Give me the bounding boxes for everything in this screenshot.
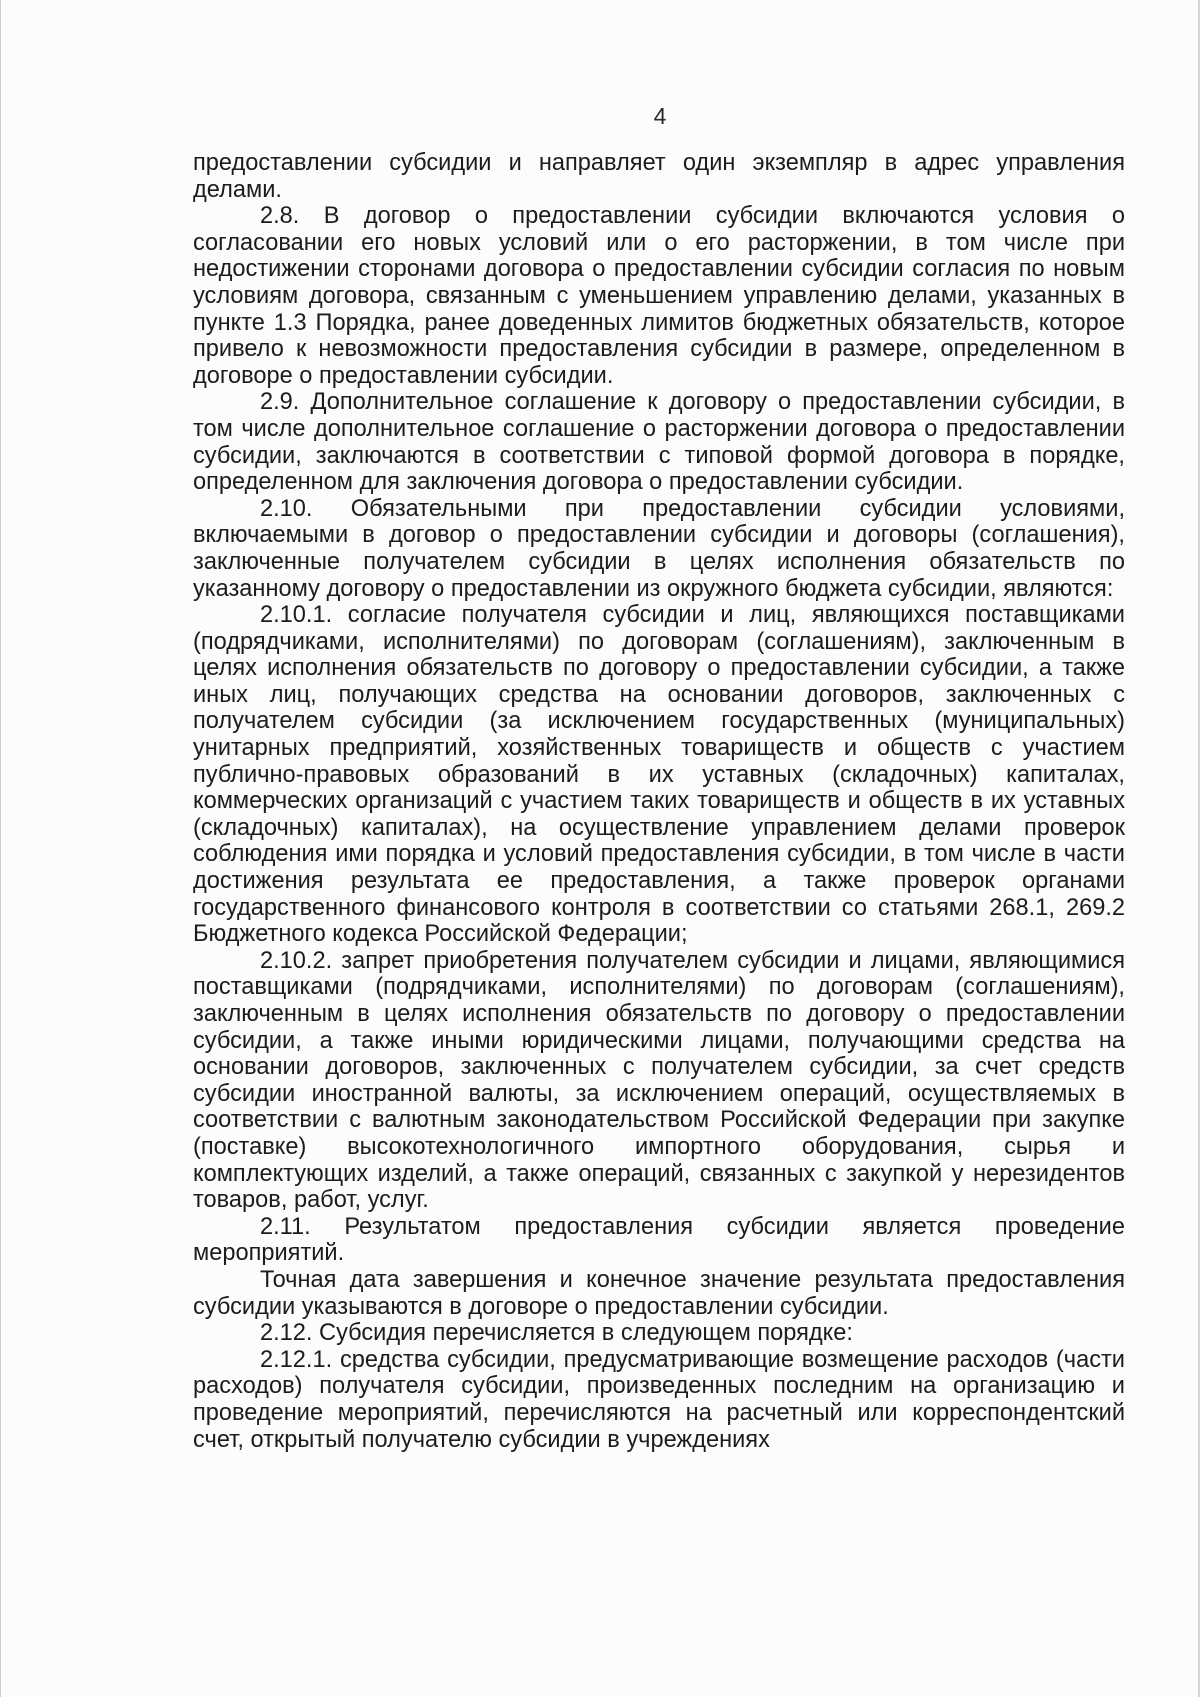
document-body — [193, 150, 1125, 1453]
paragraph-2-12: 2.12. Субсидия перечисляется в следующем порядке: — [260, 1320, 853, 1347]
paragraph-2-9: 2.9. Дополнительное соглашение к договору о предоставлении субсидии, в том числе дополнительное соглашение о расторжении договора о предоставлении субсидии, заключаются в соответствии с типовой формой договора в порядке, определенном для заключения договора о предоставлении субсидии. — [193, 389, 1125, 496]
paragraph-2-10-1: 2.10.1. согласие получателя субсидии и лиц, являющихся поставщиками (подрядчиками, исполнителями) по договорам (соглашениям), заключенным в целях исполнения обязательств по договору о предоставлении субсидии, а также иных лиц, получающих средства на основании договоров, заключенных с получателем субсидии (за исключением государственных (муниципальных) унитарных предприятий, хозяйственных товариществ и обществ с участием публично-правовых образований в их уставных (складочных) капиталах, коммерческих организаций с участием таких товариществ и обществ в их уставных (складочных) капиталах), на осуществление управлением делами проверок соблюдения ими порядка и условий предоставления субсидии, в том числе в части достижения результата ее предоставления, а также проверок органами государственного финансового контроля в соответствии со статьями 268.1, 269.2 Бюджетного кодекса Российской Федерации; — [193, 602, 1125, 948]
paragraph-2-10-2: 2.10.2. запрет приобретения получателем субсидии и лицами, являющимися поставщиками (подрядчиками, исполнителями) по договорам (соглашениям), заключенным в целях исполнения обязательств по договору о предоставлении субсидии, а также иными юридическими лицами, получающими средства на основании договоров, заключенных с получателем субсидии, за счет средств субсидии иностранной валюты, за исключением операций, осуществляемых в соответствии с валютным законодательством Российской Федерации при закупке (поставке) высокотехнологичного импортного оборудования, сырья и комплектующих изделий, а также операций, связанных с закупкой у нерезидентов товаров, работ, услуг. — [193, 947, 1125, 1214]
paragraph-2-11: 2.11. Результатом предоставления субсидии является проведение мероприятий. — [193, 1213, 1125, 1267]
paragraph-2-10: 2.10. Обязательными при предоставлении субсидии условиями, включаемыми в договор о предоставлении субсидии и договоры (соглашения), заключенные получателем субсидии в целях исполнения обязательств по указанному договору о предоставлении из окружного бюджета субсидии, являются: — [193, 495, 1125, 602]
paragraph-2-12-1: 2.12.1. средства субсидии, предусматривающие возмещение расходов (части расходов) получателя субсидии, произведенных последним на организацию и проведение мероприятий, перечисляются на расчетный или корреспондентский счет, открытый получателю субсидии в учреждениях — [193, 1346, 1125, 1453]
page-number: 4 — [653, 103, 667, 129]
paragraph-continuation: предоставлении субсидии и направляет один экземпляр в адрес управления делами. — [193, 150, 1125, 203]
paragraph-exact-date: Точная дата завершения и конечное значение результата предоставления субсидии указываются в договоре о предоставлении субсидии. — [193, 1266, 1125, 1320]
paragraph-2-8: 2.8. В договор о предоставлении субсидии включаются условия о согласовании его новых условий или о его расторжении, в том числе при недостижении сторонами договора о предоставлении субсидии согласия по новым условиям договора, связанным с уменьшением управлению делами, указанных в пункте 1.3 Порядка, ранее доведенных лимитов бюджетных обязательств, которое привело к невозможности предоставления субсидии в размере, определенном в договоре о предоставлении субсидии. — [193, 203, 1125, 389]
page-edge — [0, 0, 1, 1697]
